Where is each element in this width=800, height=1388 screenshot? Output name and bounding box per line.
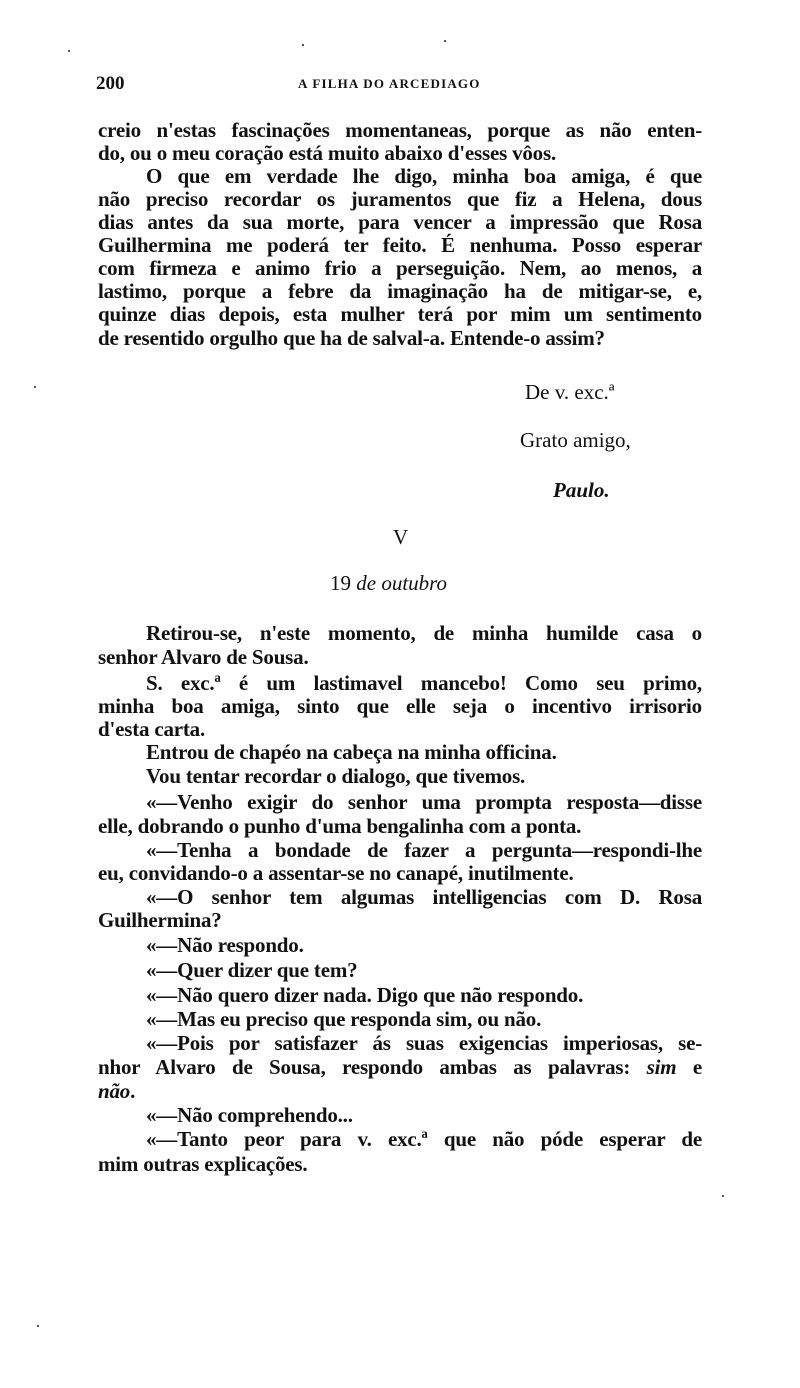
text-line: «—Não quero dizer nada. Digo que não respondo. [146,983,584,1007]
page-number: 200 [96,73,125,94]
text-line: minha boa amiga, sinto que elle seja o incentivo irrisorio [98,694,702,718]
text-line [98,1055,702,1079]
text-segment: nhor Alvaro de Sousa, respondo ambas as palavras: [98,1055,631,1079]
text-line: Vou tentar recordar o dialogo, que tivemos. [146,764,526,788]
italic-word-nao: não [98,1079,131,1103]
text-line: mim outras explicações. [98,1152,308,1176]
text-line: «—Quer dizer que tem? [146,958,358,982]
scan-speck [722,1195,724,1197]
date-day: 19 [330,571,351,595]
letter-closing: De v. exc.ª [525,380,615,404]
italic-word-sim: sim [646,1055,677,1079]
text-line: lastimo, porque a febre da imaginação ha de mitigar-se, e, [98,279,702,303]
scan-speck [34,386,36,388]
text-line: Entrou de chapéo na cabeça na minha officina. [146,740,557,764]
running-title: A FILHA DO ARCEDIAGO [298,76,481,91]
text-segment: . [130,1079,136,1103]
text-line: «—Pois por satisfazer ás suas exigencias imperiosas, se- [146,1031,702,1055]
text-line: senhor Alvaro de Sousa. [98,645,309,669]
text-line: creio n'estas fascinações momentaneas, porque as não enten- [98,118,702,142]
text-line: de resentido orgulho que ha de salval-a. Entende-o assim? [98,326,605,350]
text-segment: e [692,1055,702,1079]
text-line: «—Tanto peor para v. exc.ª que não póde esperar de [146,1127,702,1151]
text-line [98,1079,702,1103]
text-line: S. exc.ª é um lastimavel mancebo! Como seu primo, [146,671,702,695]
text-line: «—O senhor tem algumas intelligencias com D. Rosa [146,885,702,909]
text-line: d'esta carta. [98,717,206,741]
letter-signature: Paulo. [553,478,610,502]
section-number: V [393,525,409,549]
text-line: eu, convidando-o a assentar-se no canapé, inutilmente. [98,861,574,885]
text-line: Retirou-se, n'este momento, de minha humilde casa o [146,621,702,645]
text-line: não preciso recordar os juramentos que fiz a Helena, dous [98,187,702,211]
text-line: «—Venho exigir do senhor uma prompta resposta—disse [146,790,702,814]
scan-speck [37,1325,39,1327]
text-line: «—Não comprehendo... [146,1103,353,1127]
text-line: quinze dias depois, esta mulher terá por mim um sentimento [98,302,702,326]
text-line: Guilhermina me poderá ter feito. É nenhuma. Posso esperar [98,233,702,257]
section-date [330,571,447,595]
date-month: de outubro [356,571,448,595]
text-line: elle, dobrando o punho d'uma bengalinha com a ponta. [98,814,582,838]
scan-speck [302,44,304,46]
text-line: com firmeza e animo frio a perseguição. Nem, ao menos, a [98,256,702,280]
letter-valediction: Grato amigo, [520,428,631,452]
scan-speck [444,40,446,42]
text-line: O que em verdade lhe digo, minha boa amiga, é que [146,164,702,188]
text-line: «—Não respondo. [146,933,304,957]
text-line: Guilhermina? [98,908,222,932]
text-line: «—Tenha a bondade de fazer a pergunta—respondi-lhe [146,838,702,862]
text-line: do, ou o meu coração está muito abaixo d'esses vôos. [98,141,557,165]
scan-speck [68,50,70,52]
text-line: dias antes da sua morte, para vencer a impressão que Rosa [98,210,702,234]
text-line: «—Mas eu preciso que responda sim, ou não. [146,1007,542,1031]
